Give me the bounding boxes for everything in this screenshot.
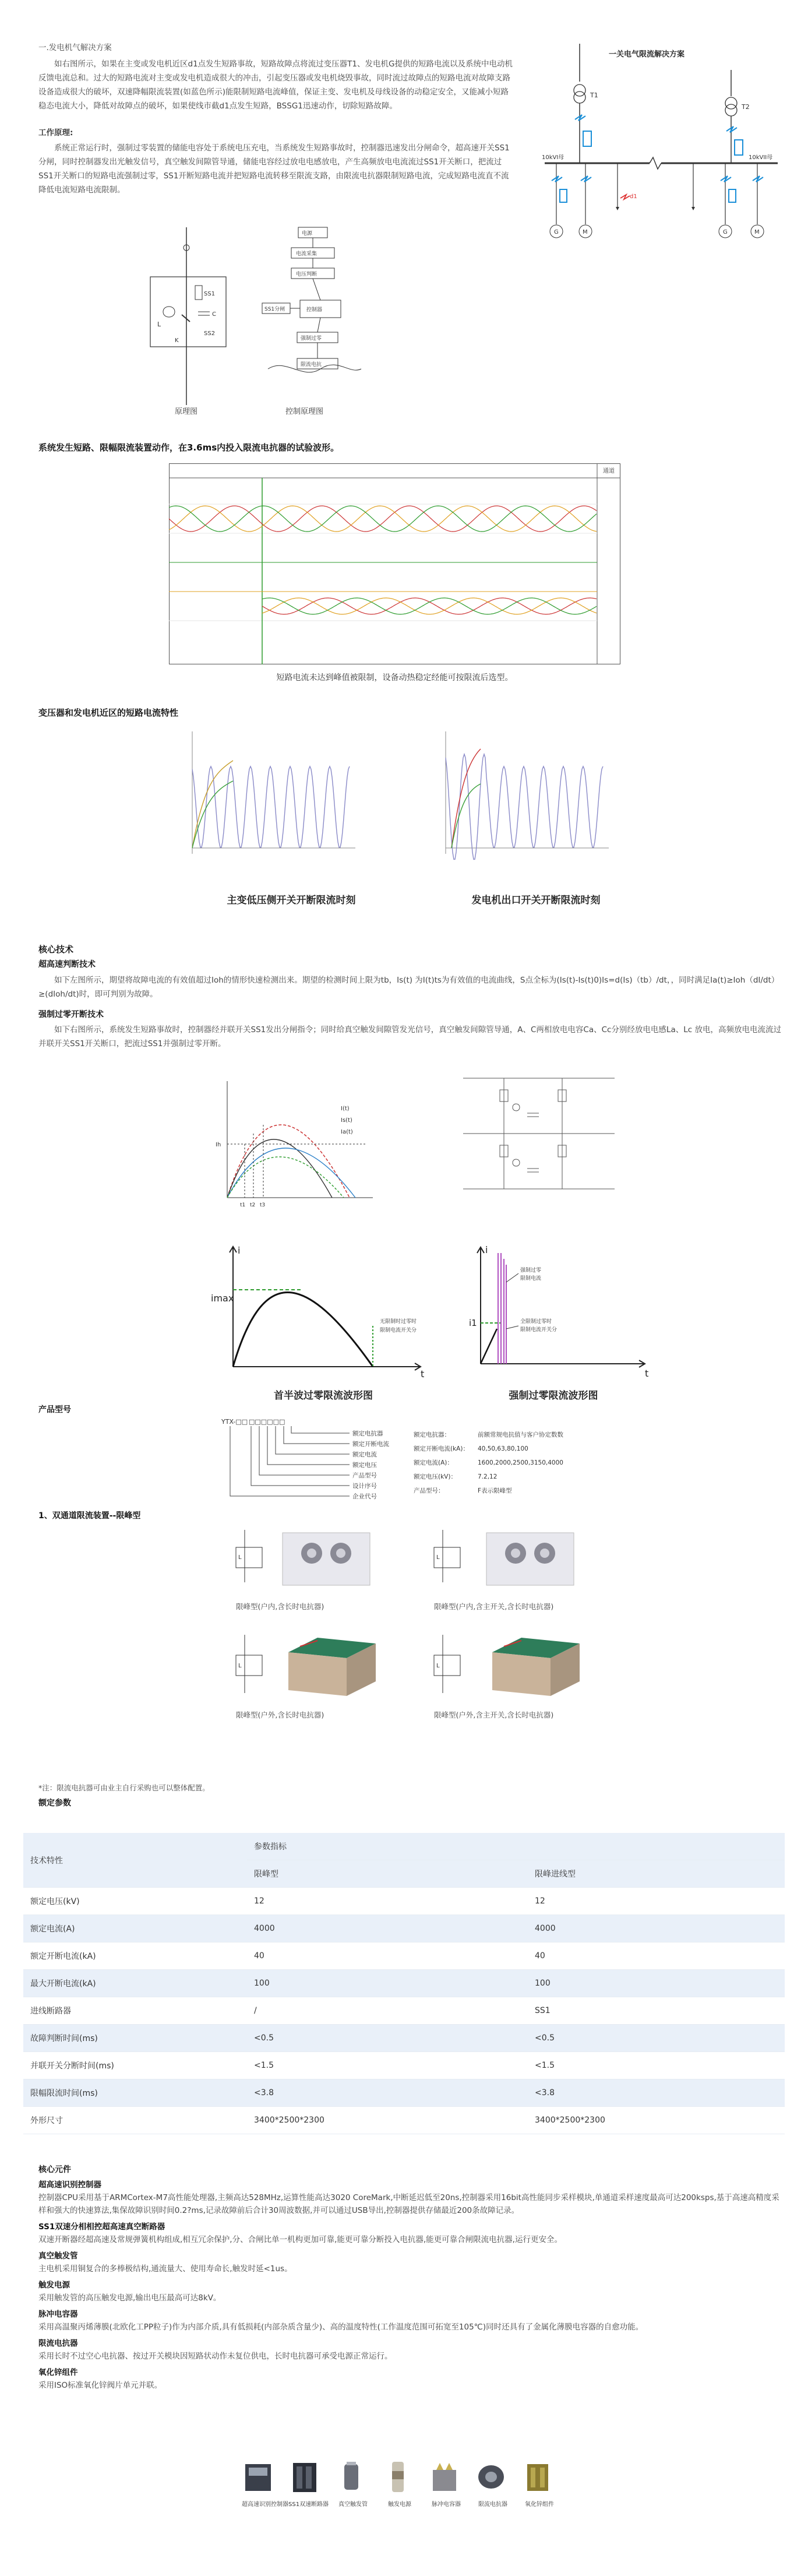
spec-label-2: 额定开断电流(kA)： (414, 1445, 469, 1452)
cell: 12 (528, 1888, 785, 1915)
spec-value-3: 1600,2000,2500,3150,4000 (478, 1459, 563, 1466)
motor-label-2: M (754, 229, 760, 235)
fault-point-d1: d1 (630, 193, 637, 200)
cell: <0.5 (528, 2025, 785, 2052)
transformer-left-caption: 主变低压侧开关开断限流时刻 (227, 895, 356, 906)
transformer-wave-right (434, 726, 615, 860)
forced-i1: i1 (469, 1318, 477, 1328)
component-title-5: 脉冲电容器 (38, 2310, 78, 2319)
table-row (23, 1915, 785, 1942)
table-row (23, 2025, 785, 2052)
component-title-6: 限流电抗器 (38, 2339, 78, 2348)
model-item-6: 设计序号 (352, 1483, 377, 1490)
cell: 3400*2500*2300 (247, 2107, 528, 2134)
cell: 4000 (247, 1915, 528, 1942)
spec-value-2: 40,50,63,80,100 (478, 1445, 528, 1452)
component-title-3: 真空触发管 (38, 2251, 78, 2261)
params-header-row (23, 1833, 785, 1860)
cell: SS1 (528, 1997, 785, 2025)
zinc-oxide-image (521, 2459, 554, 2493)
device-caption-2: 限峰型(户内,含主开关,含长时电抗器) (434, 1602, 554, 1611)
principle-l: L (157, 321, 161, 328)
cell: 最大开断电流(kA) (23, 1970, 247, 1997)
device-l-2: L (436, 1554, 440, 1561)
model-title: 产品型号 (38, 1405, 71, 1414)
thumb-label-3: 真空触发管 (338, 2501, 368, 2508)
thumb-zinc-oxide (521, 2459, 558, 2508)
principle-c: C (212, 311, 216, 318)
tick-t1: t1 (240, 1202, 246, 1208)
cell: <3.8 (528, 2079, 785, 2107)
transformer-wave-left (181, 726, 361, 860)
test-caption: 短路电流未达到峰值被限制，设备动热稳定经能可按限流后选型。 (276, 673, 513, 682)
graph-ia: Ia(t) (341, 1129, 353, 1135)
params-col-group: 参数指标 (247, 1833, 785, 1860)
single-line-title: 一关电气限流解决方案 (609, 50, 685, 59)
half-wave-legend-1: 无限制时过零时 (380, 1319, 417, 1325)
params-col-b: 限峰进线型 (528, 1860, 785, 1888)
forced-legend-4: 限制电流开关分 (520, 1327, 558, 1333)
component-title-1: 超高速识别控制器 (38, 2180, 101, 2190)
device-l-4: L (436, 1663, 440, 1669)
control-principle-diagram (256, 219, 373, 417)
model-boxes: □□□□□□ (249, 1418, 285, 1426)
thumb-label-7: 氧化锌组件 (525, 2501, 554, 2508)
device-l-1: L (238, 1554, 242, 1561)
forced-zero-caption: 强制过零限流波形图 (509, 1390, 598, 1402)
component-text-6: 采用长时不过空心电抗器、按过开关模块因短路状动作未复位供电，长时电抗器可承受电源正常运行。 (38, 2352, 393, 2361)
test-title: 系统发生短路、限幅限流装置动作，在3.6ms内投入限流电抗器的试验波形。 (38, 442, 340, 453)
device-outdoor-switch (428, 1629, 603, 1722)
thumb-trigger-power (382, 2459, 418, 2508)
spec-value-5: F表示限峰型 (478, 1487, 512, 1494)
ctrl-box-1: 电源 (302, 231, 313, 237)
zero-title: 强制过零开断技术 (38, 1010, 104, 1019)
tick-t3: t3 (260, 1202, 266, 1208)
breaker-image (288, 2459, 321, 2493)
component-title-4: 触发电源 (38, 2281, 70, 2290)
table-row (23, 1997, 785, 2025)
graph-is: Is(t) (341, 1117, 352, 1124)
vacuum-tube-image (335, 2459, 368, 2493)
controller-image (242, 2459, 274, 2493)
cell: 额定电压(kV) (23, 1888, 247, 1915)
device-outdoor (230, 1629, 393, 1722)
device-outdoor-image (230, 1629, 393, 1699)
bus-left-label: 10kVI母 (542, 154, 564, 161)
model-item-5: 产品型号 (352, 1472, 377, 1479)
cell: 40 (528, 1942, 785, 1970)
model-code-diagram (218, 1413, 597, 1509)
gen-label-1: G (554, 229, 559, 235)
graph-ih: Ih (216, 1142, 221, 1148)
component-text-5: 采用高温聚丙烯薄膜(北欧化工PP粒子)作为内部介质,具有低损耗(内部杂质含量少)、高的温度特性(工作温度范围可拓宽至105℃)同时还具有了金属化薄膜电容器的自愈功能。 (38, 2322, 644, 2332)
capacitor-image (428, 2459, 461, 2493)
device-l-3: L (238, 1663, 242, 1669)
t1-label: T1 (590, 92, 598, 99)
forced-t-axis: t (645, 1368, 649, 1379)
ultra-title: 超高速判断技术 (38, 960, 96, 969)
t2-label: T2 (742, 103, 750, 111)
tick-t2: t2 (250, 1202, 256, 1208)
model-code: YTX-□□ (221, 1418, 248, 1426)
work-principle-title: 工作原理: (38, 128, 73, 138)
device-indoor-switch-image (428, 1524, 603, 1588)
forced-legend-3: 全限制过零时 (520, 1319, 552, 1325)
zero-text: 如下右图所示，系统发生短路事故时，控制器经并联开关SS1发出分闸指令；同时给真空触发间隙管发光信号，真空触发间隙管导通，A、C两相放电电容Ca、Cc分别经放电电感La、Lc 放电，高频放电电流流过并联开关SS1开关断口，把流过SS1并强制过零开断。 (38, 1025, 781, 1048)
cell: 进线断路器 (23, 1997, 247, 2025)
graph-it: I(t) (341, 1106, 350, 1112)
cell: 12 (247, 1888, 528, 1915)
cell: 限幅限流时间(ms) (23, 2079, 247, 2107)
half-wave-legend-2: 限制电流开关分 (380, 1328, 417, 1333)
transformer-right-caption: 发电机出口开关开断限流时刻 (471, 895, 601, 906)
component-text-2: 双速开断器经超高速及常规弹簧机构组成,相互冗余保护,分、合闸比单一机构更加可靠,能更可靠分断投入电抗器,能更可靠合闸限流电抗器,运行更安全。 (38, 2235, 562, 2244)
components-list (38, 2179, 784, 2392)
gen-label-2: G (723, 229, 728, 235)
test-channel-header: 通道 (603, 468, 615, 474)
half-wave-t-axis: t (421, 1368, 425, 1380)
spec-label-5: 产品型号： (414, 1487, 444, 1494)
table-row (23, 1970, 785, 1997)
forced-i-axis: i (485, 1244, 488, 1255)
thumb-label-1: 超高速识别控制器 (242, 2501, 288, 2508)
thumb-label-4: 触发电源 (388, 2501, 411, 2508)
thumb-capacitor (428, 2459, 464, 2508)
component-text-3: 主电机采用铜复合的多棒极结构,通流量大、使用寿命长,触发时延<1us。 (38, 2264, 292, 2274)
motor-label-1: M (583, 229, 588, 235)
table-row (23, 2052, 785, 2079)
principle-ss2: SS2 (204, 330, 216, 337)
model-item-4: 额定电压 (352, 1462, 377, 1469)
model-item-3: 额定电流 (352, 1451, 377, 1458)
cell: 额定电流(A) (23, 1915, 247, 1942)
ctrl-box-2: 电流采集 (296, 251, 317, 257)
half-wave-caption: 首半波过零限流波形图 (274, 1390, 373, 1402)
detection-graph (210, 1075, 379, 1209)
transformer-title: 变压器和发电机近区的短路电流特性 (38, 708, 179, 718)
thumb-label-6: 限流电抗器 (478, 2501, 507, 2508)
components-title: 核心元件 (38, 2165, 71, 2174)
trigger-power-image (382, 2459, 414, 2493)
half-wave-graph (211, 1244, 449, 1380)
table-row (23, 1942, 785, 1970)
model-item-7: 企业代号 (352, 1493, 377, 1500)
half-wave-i-axis: i (238, 1245, 241, 1256)
device-title: 1、双通道限流装置--限峰型 (38, 1511, 141, 1521)
forced-zero-circuit (460, 1067, 618, 1203)
intro-title: 一.发电机气解决方案 (38, 43, 112, 52)
device-caption-4: 限峰型(户外,含主开关,含长时电抗器) (434, 1711, 554, 1719)
ctrl-box-7: 限流电抗 (301, 362, 322, 368)
params-title: 额定参数 (38, 1799, 71, 1808)
cell: 故障判断时间(ms) (23, 2025, 247, 2052)
model-item-2: 额定开断电流 (352, 1441, 389, 1448)
cell: 并联开关分断时间(ms) (23, 2052, 247, 2079)
cell: <1.5 (247, 2052, 528, 2079)
cell: 100 (247, 1970, 528, 1997)
spec-label-1: 额定电抗器： (414, 1431, 450, 1438)
cell: <3.8 (247, 2079, 528, 2107)
spec-value-1: 前额常规电抗值与客户协定数数 (478, 1431, 563, 1438)
component-title-2: SS1双速分相相控超高速真空断路器 (38, 2222, 165, 2232)
principle-ss1: SS1 (204, 291, 216, 297)
component-title-7: 氧化锌组件 (38, 2368, 78, 2377)
device-outdoor-switch-image (428, 1629, 603, 1699)
params-col-a: 限峰型 (247, 1860, 528, 1888)
component-text-7: 采用ISO标准氧化锌阀片单元并联。 (38, 2381, 163, 2390)
thumb-controller (242, 2459, 288, 2508)
cell: 40 (247, 1942, 528, 1970)
spec-label-3: 额定电流(A)： (414, 1459, 453, 1466)
thumb-label-2: SS1双速断路器 (288, 2501, 329, 2508)
control-caption: 控制原理图 (285, 407, 324, 416)
intro-paragraph: 如右图所示，如果在主变或发电机近区d1点发生短路事故，短路故障点将流过变压器T1、发电机G提供的短路电流以及系统中电动机反馈电流总和。过大的短路电流对主变或发电机造成很大的冲击，引起变压器或发电机烧毁事故，同时流过故障点的短路电流对故障支路设备造成很大的破坏，双速降幅限流装置(如蓝色所示)能限制短路电流峰值，保证主变、发电机及母线设备的动稳定安全，又能减小短路稳态电流大小，降低对故障点的破坏，如果使线市截d1点发生短路，BSSG1迅速动作，切除短路故障。 (38, 59, 513, 111)
table-row (23, 1888, 785, 1915)
cell: 100 (528, 1970, 785, 1997)
thumb-breaker (288, 2459, 329, 2508)
thumb-vacuum-tube (335, 2459, 371, 2508)
principle-k: K (175, 337, 179, 344)
model-item-1: 额定电抗器 (352, 1430, 383, 1437)
params-col-main: 技术特性 (23, 1833, 247, 1888)
table-row (23, 2079, 785, 2107)
component-text-4: 采用触发管的高压触发电源,输出电压最高可达8kV。 (38, 2293, 221, 2303)
forced-zero-graph (469, 1241, 655, 1381)
test-waveform (169, 463, 620, 664)
reactor-image (475, 2459, 507, 2493)
ultra-text: 如下左图所示，期望将故障电流的有效值超过Ioh的情形快速检测出来。期望的检测时间上限为tb，Is(t) 为I(t)ts为有效值的电流曲线，S点全标为(Is(t)-Is(t)0)Is=d(Is)（tb）/dt，，同时满足Ia(t)≥Ioh（dI/dt）≥(dIoh/dt)时，即可判别为故障。 (38, 976, 779, 999)
core-title: 核心技术 (38, 944, 74, 955)
device-indoor-switch (428, 1524, 603, 1611)
cell: <0.5 (247, 2025, 528, 2052)
ctrl-box-6: 强制过零 (301, 336, 322, 342)
work-principle-paragraph: 系统正常运行时，强制过零装置的储能电容处于系统电压充电，当系统发生短路事故时，控制器迅速发出分闸命令，超高速开关SS1分闸，同时控制器发出光触发信号，真空触发间隙管导通，储能电容经过放电电感放电，产生高频放电电流流过SS1开关断口，把流过SS1开关断口的短路电流强制过零，SS1开断短路电流并把短路电流转移至限流支路，由限流电抗器限制短路电流，完成短路电流直不流降低电流短路电流限制。 (38, 143, 510, 195)
cell: 4000 (528, 1915, 785, 1942)
bus-right-label: 10kVII母 (749, 154, 773, 161)
cell: 额定开断电流(kA) (23, 1942, 247, 1970)
device-indoor-image (230, 1524, 382, 1588)
cell: <1.5 (528, 2052, 785, 2079)
spec-label-4: 额定电压(kV)： (414, 1473, 457, 1480)
half-wave-imax: imax (211, 1293, 234, 1304)
cell: 3400*2500*2300 (528, 2107, 785, 2134)
device-indoor (230, 1524, 382, 1611)
purchase-note: *注：限流电抗器可由业主自行采购也可以整体配置。 (38, 1783, 210, 1792)
ctrl-box-3: 电压判断 (296, 272, 317, 277)
params-table (23, 1833, 785, 2134)
component-thumbnails (242, 2459, 565, 2512)
spec-value-4: 7.2,12 (478, 1473, 497, 1480)
cell: / (247, 1997, 528, 2025)
component-text-1: 控制器CPU采用基于ARMCortex-M7高性能处理器,主频高达528MHz,运算性能高达3020 CoreMark,中断延迟低至20ns,控制器采用16bit高性能同步采样模块,单通道采样速度最高可达200ksps,基于高速高精度采样和强大的快速算法,集保故障识别时间0.2?ms,记录故障前后合计30周波数据,并可以通过USB导出,控制器提供存储最近200条故障记录。 (38, 2193, 779, 2215)
principle-caption: 原理图 (175, 407, 198, 416)
ctrl-box-5: 控制器 (306, 307, 323, 313)
forced-legend-1: 强制过零 (520, 1268, 542, 1273)
device-caption-1: 限峰型(户内,含长时电抗器) (236, 1602, 324, 1611)
thumb-reactor (475, 2459, 511, 2508)
ctrl-box-4: SS1分闸 (264, 307, 285, 312)
forced-legend-2: 限制电流 (520, 1276, 542, 1282)
thumb-label-5: 脉冲电容器 (432, 2501, 461, 2508)
cell: 外形尺寸 (23, 2107, 247, 2134)
principle-diagram (140, 219, 274, 417)
single-line-diagram (539, 32, 784, 254)
device-caption-3: 限峰型(户外,含长时电抗器) (236, 1711, 324, 1719)
table-row (23, 2107, 785, 2134)
